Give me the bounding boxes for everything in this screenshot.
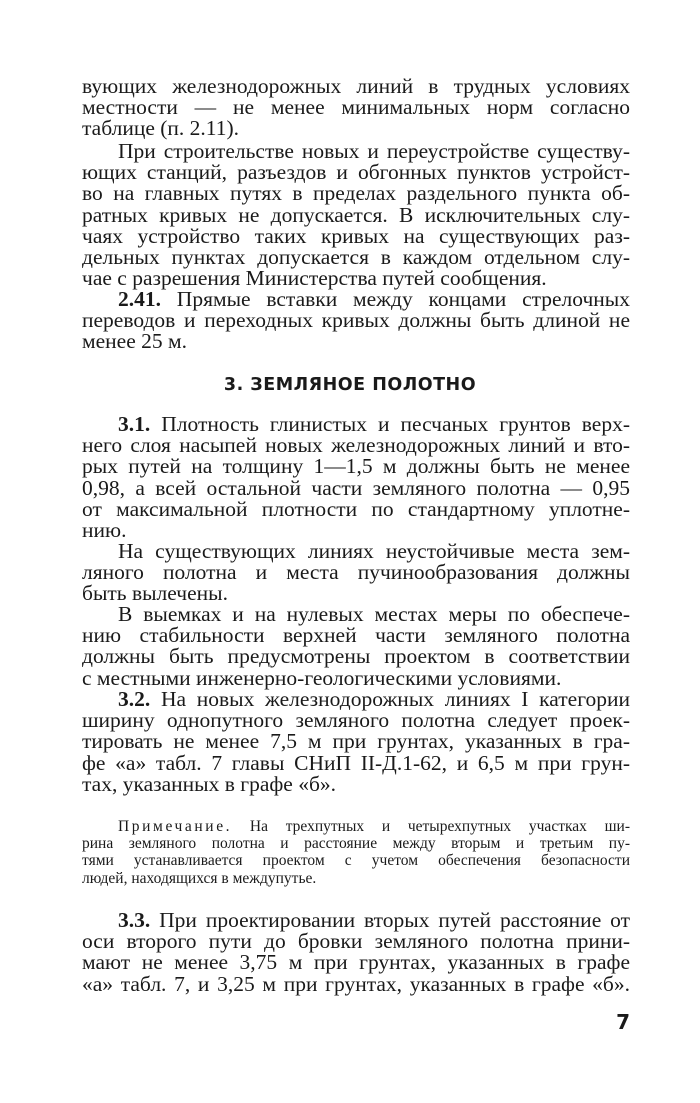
text-line: тировать не менее 7,5 м при грунтах, указанных в гра- <box>82 729 630 754</box>
text-line: тах, указанных в графе «б». <box>82 771 337 796</box>
text-line: людей, находящихся в междупутье. <box>82 869 317 887</box>
text-line: во на главных путях в пределах раздельного пункта об- <box>82 181 630 206</box>
text-line: переводов и переходных кривых должны быть длиной не <box>82 308 630 333</box>
text-line: таблице (п. 2.11). <box>82 116 240 141</box>
note-block <box>82 818 630 887</box>
text-line: мают не менее 3,75 м при грунтах, указанных в графе <box>82 950 630 975</box>
text-line: 3.3. При проектировании вторых путей расстояние от <box>118 908 630 932</box>
clause-number: 2.41. <box>118 287 161 311</box>
clause-3-1 <box>82 414 630 541</box>
text-line: ющих станций, разъездов и обгонных пунктов устройст- <box>82 160 630 185</box>
text-line: него слоя насыпей новых железнодорожных линий и вто- <box>82 433 630 458</box>
text-line: вующих железнодорожных линий в трудных условиях <box>82 74 630 98</box>
clause-number: 3.2. <box>118 687 151 711</box>
clause-number: 3.1. <box>118 412 151 436</box>
page-number: 7 <box>616 1010 630 1034</box>
clause-3-3 <box>82 910 630 995</box>
text-line: от максимальной плотности по стандартному уплотне- <box>82 496 630 521</box>
text-line: На существующих линиях неустойчивые места зем- <box>118 539 630 563</box>
text-line: с местными инженерно-геологическими условиями. <box>82 665 562 690</box>
text-line: местности — не менее минимальных норм согласно <box>82 95 630 120</box>
clause-number: 3.3. <box>118 908 151 932</box>
text-line: ляного полотна и места пучинообразования должны <box>82 560 630 585</box>
text-line: быть вылечены. <box>82 581 228 606</box>
text-line: рина земляного полотна и расстояние между вторым и третьим пу- <box>82 835 630 853</box>
text-line: ширину однопутного земляного полотна следует проек- <box>82 708 630 733</box>
text-line: нию. <box>82 517 127 542</box>
text-line: ратных кривых не допускается. В исключительных слу- <box>82 202 630 227</box>
text-line: 2.41. Прямые вставки между концами стрелочных <box>118 287 630 311</box>
section-heading: 3. ЗЕМЛЯНОЕ ПОЛОТНО <box>223 375 477 395</box>
text-line: рых путей на толщину 1—1,5 м должны быть не менее <box>82 454 630 479</box>
text-line: должны быть предусмотрены проектом в соответствии <box>82 644 630 669</box>
text-line: 3.2. На новых железнодорожных линиях I категории <box>118 687 630 711</box>
text-line: тями устанавливается проектом с учетом обеспечения безопасности <box>82 852 630 870</box>
text-line: дельных пунктах допускается в каждом отдельном слу- <box>82 244 630 269</box>
continuation-paragraph <box>82 76 630 140</box>
paragraph-stations <box>82 141 630 289</box>
text-line: нию стабильности верхней части земляного полотна <box>82 623 630 648</box>
paragraph-cuttings <box>82 604 630 689</box>
text-line: При строительстве новых и переустройстве существу- <box>118 139 630 163</box>
text-line: «а» табл. 7, и 3,25 м при грунтах, указанных в графе «б». <box>82 971 630 996</box>
paragraph-existing-lines <box>82 541 630 605</box>
text-line: 0,98, а всей остальной части земляного полотна — 0,95 <box>82 475 630 500</box>
clause-2-41 <box>82 289 630 353</box>
text-line: Примечание. На трехпутных и четырехпутных участках ши- <box>118 818 631 835</box>
clause-3-2 <box>82 689 630 795</box>
text-line: В выемках и на нулевых местах меры по обеспече- <box>118 602 630 626</box>
text-line: оси второго пути до бровки земляного полотна прини- <box>82 929 630 954</box>
note-label: Примечание. <box>118 818 233 835</box>
text-line: чае с разрешения Министерства путей сообщения. <box>82 266 547 291</box>
text-line: менее 25 м. <box>82 329 187 354</box>
text-line: 3.1. Плотность глинистых и песчаных грунтов верх- <box>118 412 630 436</box>
text-line: чаях устройство таких кривых на существующих раз- <box>82 223 630 248</box>
text-line: фе «а» табл. 7 главы СНиП II-Д.1-62, и 6,5 м при грун- <box>82 750 630 775</box>
